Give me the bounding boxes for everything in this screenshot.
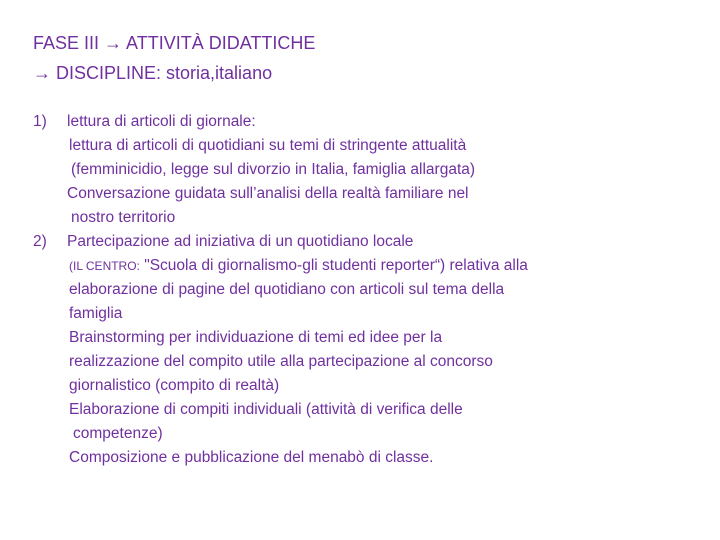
item-line: "Scuola di giornalismo-gli studenti reporter“) relativa alla [144,257,528,274]
item-heading: lettura di articoli di giornale: [67,113,256,130]
item-line-with-source [69,254,693,278]
item-line: famiglia [69,305,123,322]
slide-title [33,28,315,88]
title-line-2: → DISCIPLINE: storia,italiano [33,63,273,83]
item-line: elaborazione di pagine del quotidiano con articoli sul tema della [69,281,505,298]
item-number: 1) [33,113,47,130]
source-prefix: (IL CENTRO: [69,259,140,273]
item-details [69,254,693,470]
item-line: nostro territorio [71,209,176,226]
item-line: Brainstorming per individuazione di temi ed idee per la [69,329,443,346]
item-line: lettura di articoli di quotidiani su temi di stringente attualità [69,137,467,154]
item-heading: Partecipazione ad iniziativa di un quotidiano locale [67,233,414,250]
item-line: Composizione e pubblicazione del menabò di classe. [69,449,434,466]
item-line: competenze) [73,425,163,442]
title-line-1: FASE III → ATTIVITÀ DIDATTICHE [33,33,316,53]
item-line: (femminicidio, legge sul divorzio in Italia, famiglia allargata) [71,161,476,178]
item-line: Elaborazione di compiti individuali (attività di verifica delle [69,401,463,418]
slide-body [33,110,693,470]
item-line: realizzazione del compito utile alla partecipazione al concorso [69,353,493,370]
item-line: Conversazione guidata sull’analisi della realtà familiare nel [67,185,469,202]
list-item-1 [33,110,693,230]
item-number: 2) [33,233,47,250]
list-item-2 [33,230,693,470]
item-line: giornalistico (compito di realtà) [69,377,280,394]
